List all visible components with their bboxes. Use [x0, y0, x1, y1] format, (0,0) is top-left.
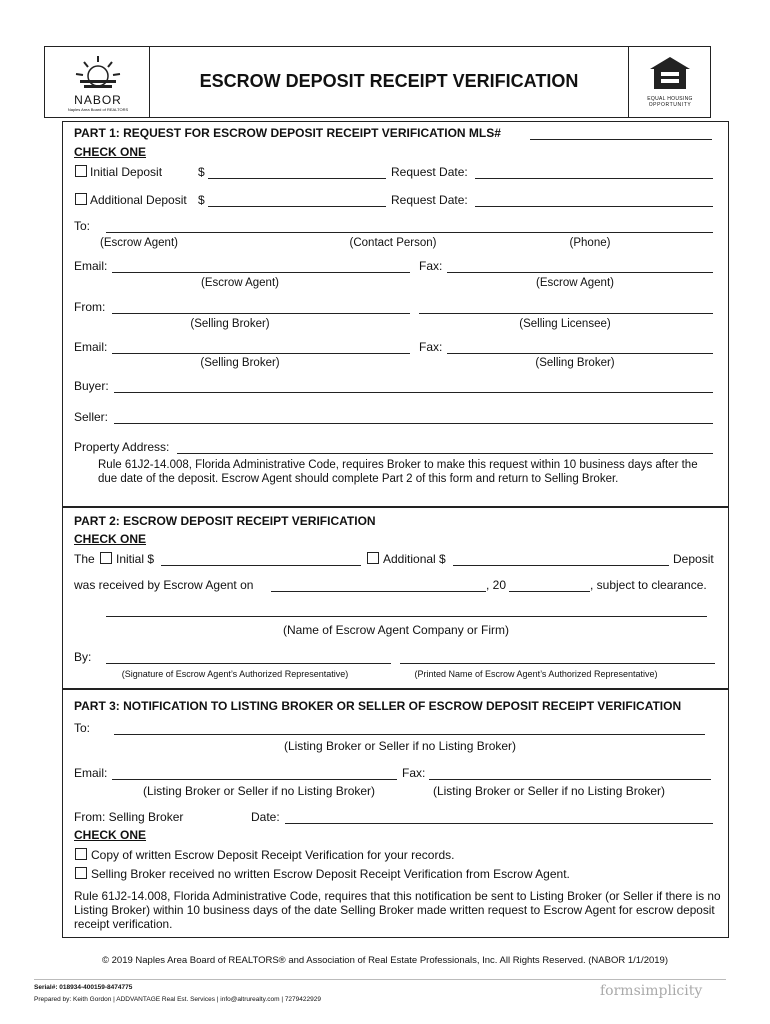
the-label: The	[74, 552, 95, 566]
part3-date-label: Date:	[251, 810, 280, 824]
escrow-agent-sub: (Escrow Agent)	[201, 277, 279, 289]
copy-verification-label: Copy of written Escrow Deposit Receipt Verification for your records.	[91, 848, 455, 862]
buyer-field[interactable]	[114, 392, 713, 393]
serial-number: Serial#: 018934-400159-8474775	[34, 984, 133, 991]
part1-rule-text: Rule 61J2-14.008, Florida Administrative Code, requires Broker to make this request within 10 business days after the due date of the deposit. Escrow Agent should complete Part 2 of this form and return to Selling Broker.	[98, 459, 698, 485]
property-address-field[interactable]	[177, 453, 713, 454]
part2-check-one: CHECK ONE	[74, 532, 147, 546]
contact-person-sub: (Contact Person)	[349, 237, 437, 249]
signature-field[interactable]	[106, 663, 391, 664]
eho-line1: EQUAL HOUSING	[647, 96, 693, 102]
part2-additional-label: Additional $	[383, 552, 446, 566]
subject-to-clearance: , subject to clearance.	[590, 578, 707, 592]
part3-check-one: CHECK ONE	[74, 828, 147, 842]
initial-deposit-label: Initial Deposit	[90, 165, 163, 179]
escrow-company-field[interactable]	[106, 616, 707, 617]
selling-broker-sub: (Selling Broker)	[200, 357, 280, 369]
listing-broker-field[interactable]	[114, 734, 705, 735]
received-date-field[interactable]	[271, 591, 486, 592]
part2-additional-checkbox[interactable]	[367, 552, 379, 564]
printed-name-field[interactable]	[400, 663, 715, 664]
copy-verification-checkbox[interactable]	[75, 848, 87, 860]
to-field[interactable]	[106, 232, 713, 233]
listing-fax-field[interactable]	[429, 779, 711, 780]
year-prefix: , 20	[486, 578, 507, 592]
page-title: ESCROW DEPOSIT RECEIPT VERIFICATION	[199, 71, 579, 91]
selling-broker-sub: (Selling Broker)	[190, 318, 270, 330]
footer-divider	[34, 979, 726, 980]
additional-deposit-label: Additional Deposit	[90, 193, 187, 207]
part3-email-label: Email:	[74, 766, 108, 780]
part3-fax-label: Fax:	[402, 766, 426, 780]
part2-initial-label: Initial $	[116, 552, 155, 566]
listing-broker-sub: (Listing Broker or Seller if no Listing Broker)	[142, 784, 376, 798]
fax-label: Fax:	[419, 259, 443, 273]
logo-subtext: Naples Area Board of REALTORS	[67, 107, 129, 112]
escrow-agent-sub: (Escrow Agent)	[100, 237, 178, 249]
request-date-label: Request Date:	[391, 165, 468, 179]
to-label: To:	[74, 219, 91, 233]
selling-licensee-field[interactable]	[419, 313, 713, 314]
palm-sun-icon	[62, 52, 134, 90]
deposit-label: Deposit	[673, 552, 714, 566]
part2-initial-checkbox[interactable]	[100, 552, 112, 564]
part3-heading: PART 3: NOTIFICATION TO LISTING BROKER OR SELLER OF ESCROW DEPOSIT RECEIPT VERIFICATION	[74, 699, 682, 713]
part1-heading: PART 1: REQUEST FOR ESCROW DEPOSIT RECEIPT VERIFICATION MLS#	[74, 126, 501, 140]
nabor-logo	[62, 52, 134, 112]
dollar-sign: $	[198, 165, 205, 179]
part2-frame	[62, 507, 729, 689]
signature-sub: (Signature of Escrow Agent’s Authorized Representative)	[121, 669, 349, 679]
additional-deposit-amount-field[interactable]	[208, 206, 386, 207]
seller-field[interactable]	[114, 423, 713, 424]
buyer-label: Buyer:	[74, 379, 109, 393]
fax-label: Fax:	[419, 340, 443, 354]
escrow-email-field[interactable]	[112, 272, 410, 273]
part1-check-one: CHECK ONE	[74, 145, 147, 159]
from-label: From:	[74, 300, 106, 314]
part2-additional-amount-field[interactable]	[453, 565, 669, 566]
copyright-text: © 2019 Naples Area Board of REALTORS® and Association of Real Estate Professionals, Inc. All Rights Reserved. (NABOR 1/1/2019)	[102, 955, 668, 966]
broker-fax-field[interactable]	[447, 353, 713, 354]
by-label: By:	[74, 650, 92, 664]
part2-heading: PART 2: ESCROW DEPOSIT RECEIPT VERIFICATION	[74, 514, 376, 528]
no-verification-label: Selling Broker received no written Escrow Deposit Receipt Verification from Escrow Agent.	[91, 867, 570, 881]
additional-deposit-checkbox[interactable]	[75, 193, 87, 205]
part2-initial-amount-field[interactable]	[161, 565, 361, 566]
part3-to-label: To:	[74, 721, 91, 735]
selling-broker-field[interactable]	[112, 313, 410, 314]
phone-sub: (Phone)	[569, 237, 611, 249]
part3-rule-text: Rule 61J2-14.008, Florida Administrative Code, requires that this notification be sent to Listing Broker (or Seller if there is no Listing Broker) within 10 business days of the date Selling Broker made written request to Escrow Agent for escrow deposit receipt verification.	[74, 889, 721, 931]
received-by-label: was received by Escrow Agent on	[74, 578, 254, 592]
selling-broker-sub: (Selling Broker)	[535, 357, 615, 369]
no-verification-checkbox[interactable]	[75, 867, 87, 879]
selling-licensee-sub: (Selling Licensee)	[519, 318, 611, 330]
eho-line2: OPPORTUNITY	[648, 102, 692, 108]
formsimplicity-logo: formsimplicity	[600, 983, 703, 999]
escrow-fax-field[interactable]	[447, 272, 713, 273]
printed-name-sub: (Printed Name of Escrow Agent’s Authorized Representative)	[414, 669, 658, 679]
request-date-field[interactable]	[475, 206, 713, 207]
email-label: Email:	[74, 340, 108, 354]
request-date-field[interactable]	[475, 178, 713, 179]
request-date-label: Request Date:	[391, 193, 468, 207]
part3-date-field[interactable]	[285, 823, 713, 824]
mls-field[interactable]	[530, 139, 712, 140]
escrow-agent-sub: (Escrow Agent)	[536, 277, 614, 289]
email-label: Email:	[74, 259, 108, 273]
listing-broker-sub: (Listing Broker or Seller if no Listing Broker)	[283, 739, 517, 753]
initial-deposit-checkbox[interactable]	[75, 165, 87, 177]
from-selling-broker-label: From: Selling Broker	[74, 810, 184, 824]
logo-text: NABOR	[74, 93, 122, 107]
dollar-sign: $	[198, 193, 205, 207]
property-address-label: Property Address:	[74, 440, 170, 454]
seller-label: Seller:	[74, 410, 109, 424]
initial-deposit-amount-field[interactable]	[208, 178, 386, 179]
listing-broker-sub: (Listing Broker or Seller if no Listing Broker)	[432, 784, 666, 798]
listing-email-field[interactable]	[112, 779, 397, 780]
prepared-by: Prepared by: Keith Gordon | ADDVANTAGE Real Est. Services | info@altrurealty.com | 7279422929	[34, 996, 321, 1003]
equal-housing-icon	[646, 55, 694, 91]
equal-housing-logo	[646, 55, 694, 107]
broker-email-field[interactable]	[112, 353, 410, 354]
received-year-field[interactable]	[509, 591, 590, 592]
escrow-company-sub: (Name of Escrow Agent Company or Firm)	[282, 623, 510, 637]
